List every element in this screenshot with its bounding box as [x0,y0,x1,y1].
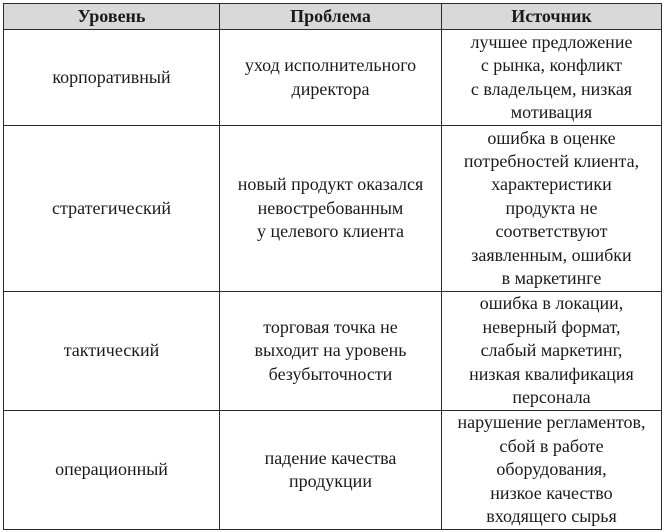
source-line: с владельцем, низкая [470,78,633,99]
source-line: низкое качество [490,482,613,503]
source-cell [442,126,662,292]
table-row [4,126,662,292]
problem-line: продукции [289,471,372,491]
source-line: с рынка, конфликт [480,55,623,76]
source-line: низкая квалификация [469,363,634,384]
problem-cell [220,411,442,530]
source-line: лучшее предложение [470,31,633,52]
problem-line: выходит на уровень [254,340,407,361]
problem-line: безубыточности [268,363,393,384]
source-line: продукта не [505,197,598,218]
header-row [4,4,662,30]
problem-line: уход исполнительного [244,55,417,76]
source-line: потребностей клиента, [463,150,640,171]
header-source: Источник [442,4,662,30]
problem-cell [220,30,442,126]
level-cell: операционный [4,411,220,530]
header-problem: Проблема [220,4,442,30]
source-line: сбой в работе [499,435,604,456]
problem-cell [220,292,442,411]
problem-cell [220,126,442,292]
source-cell [442,292,662,411]
source-line: слабый маркетинг, [480,340,623,361]
source-line: неверный формат, [482,316,621,337]
source-line: персонала [512,387,591,408]
source-line: мотивация [510,101,593,122]
table-row [4,411,662,530]
source-cell [442,30,662,126]
source-line: в маркетинге [501,268,602,289]
header-level: Уровень [4,4,220,30]
source-line: ошибка в локации, [479,293,624,314]
problem-line: директора [291,78,370,99]
problem-line: торговая точка не [263,316,398,337]
source-line: характеристики [491,174,612,195]
source-line: оборудования, [496,459,607,480]
problem-line: невостребованным [257,197,404,218]
source-line: соответствуют [495,221,608,242]
risk-table [3,3,662,530]
problem-line: падение качества [264,447,397,468]
source-cell [442,411,662,530]
source-line: ошибка в оценке [487,127,616,148]
table-row [4,30,662,126]
problem-line: новый продукт оказался [237,174,424,195]
table-row [4,292,662,411]
level-cell: стратегический [4,126,220,292]
problem-line: у целевого клиента [257,221,404,242]
level-cell: корпоративный [4,30,220,126]
source-line: нарушение регламентов, [457,412,646,433]
source-line: входящего сырья [486,506,617,527]
source-line: заявленным, ошибки [471,244,632,265]
level-cell: тактический [4,292,220,411]
